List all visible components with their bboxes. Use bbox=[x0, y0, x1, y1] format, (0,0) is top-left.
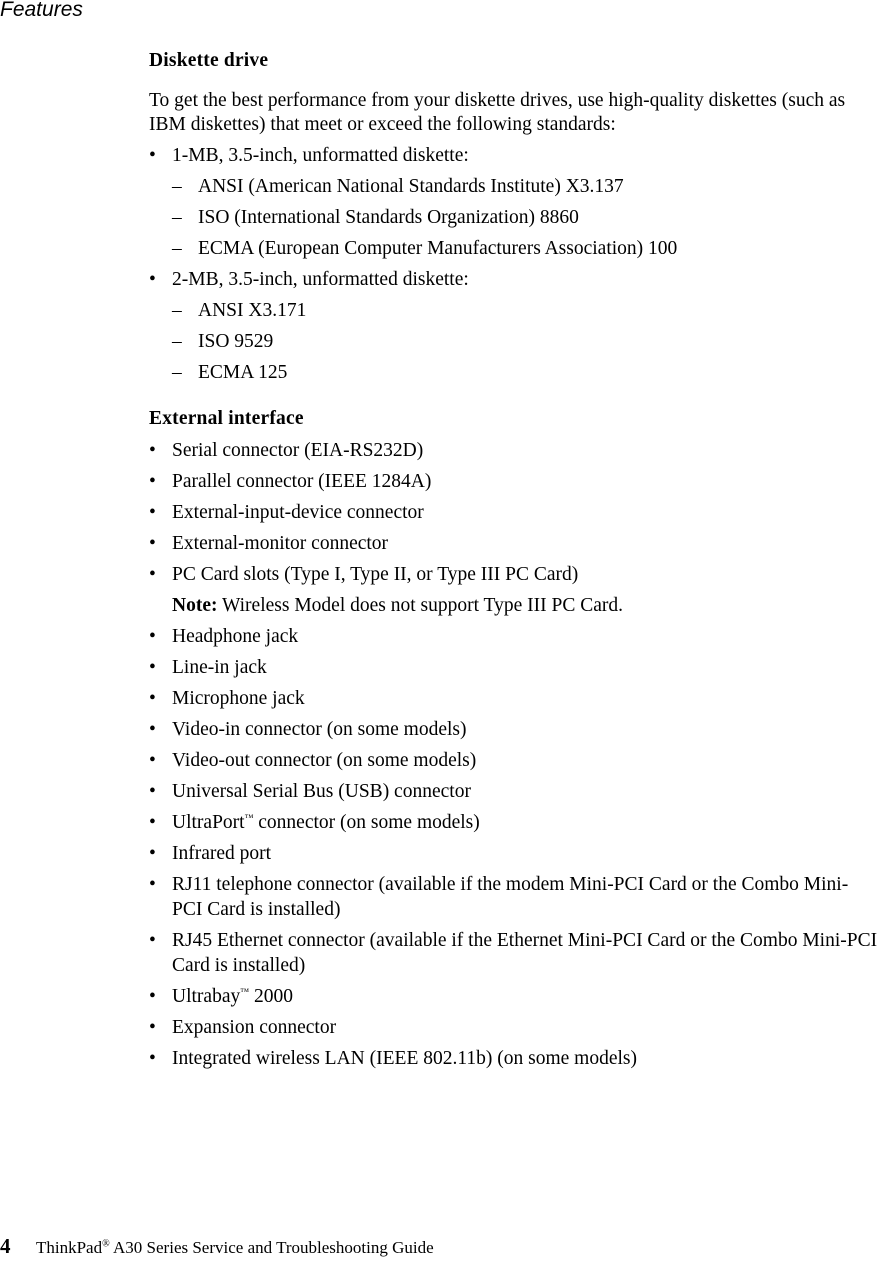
bullet-icon: • bbox=[149, 874, 156, 895]
pc-card-note bbox=[172, 593, 878, 618]
list-item bbox=[149, 438, 878, 463]
list-item bbox=[149, 562, 878, 618]
sub-item-text: ISO 9529 bbox=[198, 331, 274, 352]
list-item bbox=[149, 686, 878, 711]
bullet-icon: • bbox=[149, 502, 156, 523]
external-interface-list bbox=[149, 438, 878, 1071]
bullet-icon: • bbox=[149, 930, 156, 951]
bullet-icon: • bbox=[149, 533, 156, 554]
list-item bbox=[149, 779, 878, 804]
sub-list-item bbox=[172, 329, 878, 354]
list-item-text: Expansion connector bbox=[172, 1017, 337, 1038]
ultraport-rest: connector (on some models) bbox=[253, 812, 480, 833]
list-item-text: Serial connector (EIA-RS232D) bbox=[172, 440, 424, 461]
list-item bbox=[149, 624, 878, 649]
registered-symbol: ® bbox=[102, 1238, 110, 1250]
bullet-icon: • bbox=[149, 688, 156, 709]
list-item-text: Headphone jack bbox=[172, 626, 299, 647]
list-item bbox=[149, 655, 878, 680]
list-item bbox=[149, 500, 878, 525]
list-item-text: Universal Serial Bus (USB) connector bbox=[172, 781, 471, 802]
bullet-icon: • bbox=[149, 843, 156, 864]
list-item bbox=[149, 469, 878, 494]
ultrabay-rest: 2000 bbox=[249, 986, 293, 1007]
list-item-text: External-monitor connector bbox=[172, 533, 389, 554]
footer-title-name: ThinkPad bbox=[36, 1238, 103, 1257]
diskette-heading: Diskette drive bbox=[149, 50, 269, 71]
bullet-icon: • bbox=[149, 812, 156, 833]
sub-item-text: ECMA (European Computer Manufacturers Association) 100 bbox=[198, 238, 678, 259]
list-item-text: Parallel connector (IEEE 1284A) bbox=[172, 471, 432, 492]
list-item-text: PC Card slots (Type I, Type II, or Type III PC Card) bbox=[172, 564, 579, 585]
bullet-icon: • bbox=[149, 626, 156, 647]
ultrabay-name: Ultrabay bbox=[172, 986, 241, 1007]
running-head: Features bbox=[0, 0, 83, 21]
trademark-symbol: ™ bbox=[244, 812, 254, 823]
list-item-text: Video-out connector (on some models) bbox=[172, 750, 477, 771]
dash-icon: – bbox=[172, 362, 182, 383]
list-item-text: Microphone jack bbox=[172, 688, 305, 709]
ultraport-name: UltraPort bbox=[172, 812, 245, 833]
bullet-icon: • bbox=[149, 1017, 156, 1038]
list-item-text: RJ11 telephone connector (available if the modem Mini-PCI Card or the Combo Mini-PCI Card is installed) bbox=[172, 874, 849, 920]
list-item-text: External-input-device connector bbox=[172, 502, 424, 523]
list-item bbox=[149, 267, 878, 385]
page-content bbox=[149, 48, 878, 1071]
footer-title-rest: A30 Series Service and Troubleshooting Guide bbox=[109, 1238, 434, 1257]
sub-list-item bbox=[172, 360, 878, 385]
sub-item-text: ANSI (American National Standards Institute) X3.137 bbox=[198, 176, 624, 197]
bullet-icon: • bbox=[149, 145, 156, 166]
dash-icon: – bbox=[172, 300, 182, 321]
bullet-icon: • bbox=[149, 986, 156, 1007]
list-item bbox=[149, 872, 878, 922]
bullet-icon: • bbox=[149, 781, 156, 802]
list-item-text: Video-in connector (on some models) bbox=[172, 719, 467, 740]
list-item-text: Line-in jack bbox=[172, 657, 267, 678]
note-label: Note: bbox=[172, 595, 218, 616]
sub-list-item bbox=[172, 236, 878, 261]
dash-icon: – bbox=[172, 176, 182, 197]
sub-list bbox=[172, 298, 878, 385]
page-number: 4 bbox=[0, 1234, 11, 1258]
bullet-icon: • bbox=[149, 471, 156, 492]
dash-icon: – bbox=[172, 238, 182, 259]
diskette-list bbox=[149, 143, 878, 385]
list-item bbox=[149, 143, 878, 261]
bullet-icon: • bbox=[149, 750, 156, 771]
sub-list bbox=[172, 174, 878, 261]
trademark-symbol: ™ bbox=[240, 986, 250, 997]
bullet-icon: • bbox=[149, 657, 156, 678]
bullet-icon: • bbox=[149, 564, 156, 585]
list-item-text: Infrared port bbox=[172, 843, 272, 864]
sub-item-text: ECMA 125 bbox=[198, 362, 288, 383]
sub-item-text: ANSI X3.171 bbox=[198, 300, 307, 321]
list-item bbox=[149, 928, 878, 978]
list-item bbox=[149, 810, 878, 835]
list-item bbox=[149, 1046, 878, 1071]
list-item-text: RJ45 Ethernet connector (available if the Ethernet Mini-PCI Card or the Combo Mini-PCI Card is installed) bbox=[172, 930, 878, 976]
external-interface-heading: External interface bbox=[149, 408, 304, 429]
bullet-icon: • bbox=[149, 440, 156, 461]
sub-item-text: ISO (International Standards Organization) 8860 bbox=[198, 207, 579, 228]
note-text: Wireless Model does not support Type III PC Card. bbox=[222, 595, 623, 616]
list-item-text: Integrated wireless LAN (IEEE 802.11b) (on some models) bbox=[172, 1048, 637, 1069]
bullet-icon: • bbox=[149, 1048, 156, 1069]
list-item bbox=[149, 531, 878, 556]
sub-list-item bbox=[172, 298, 878, 323]
dash-icon: – bbox=[172, 331, 182, 352]
list-item bbox=[149, 1015, 878, 1040]
bullet-icon: • bbox=[149, 269, 156, 290]
list-item bbox=[149, 748, 878, 773]
bullet-icon: • bbox=[149, 719, 156, 740]
list-item-label: 1-MB, 3.5-inch, unformatted diskette: bbox=[172, 145, 469, 166]
list-item bbox=[149, 984, 878, 1009]
dash-icon: – bbox=[172, 207, 182, 228]
sub-list-item bbox=[172, 174, 878, 199]
list-item bbox=[149, 841, 878, 866]
list-item-label: 2-MB, 3.5-inch, unformatted diskette: bbox=[172, 269, 469, 290]
sub-list-item bbox=[172, 205, 878, 230]
diskette-intro: To get the best performance from your diskette drives, use high-quality diskettes (such as IBM diskettes) that meet or exceed the following standards: bbox=[149, 90, 846, 135]
list-item bbox=[149, 717, 878, 742]
